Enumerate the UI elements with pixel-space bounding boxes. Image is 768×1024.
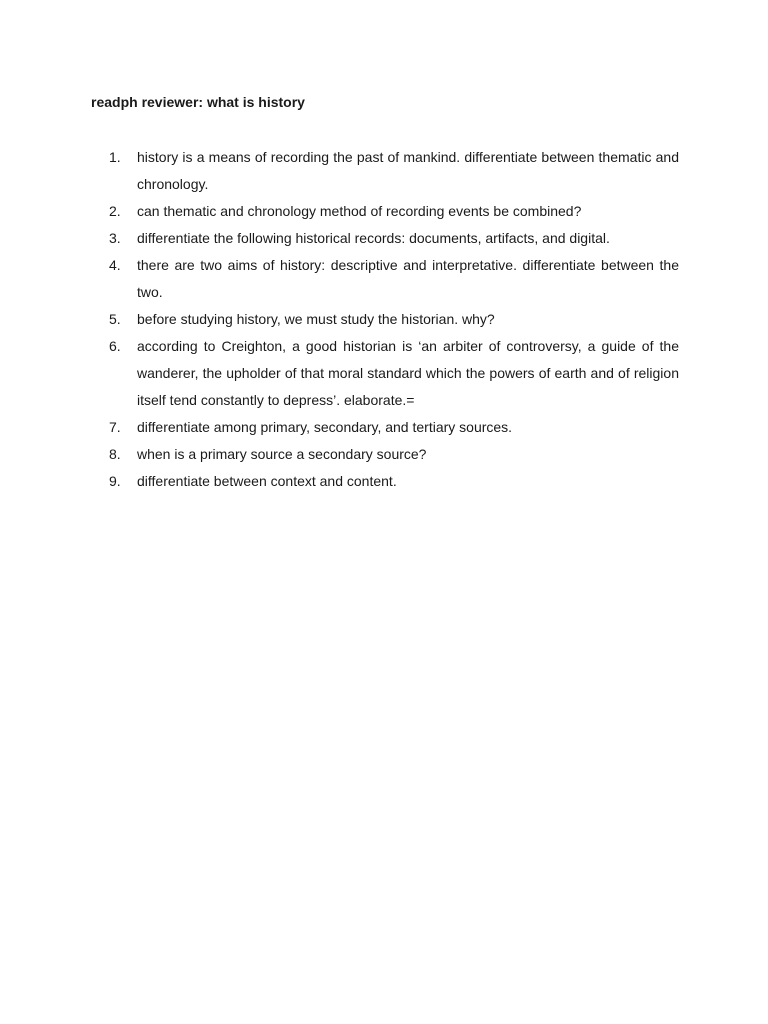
- question-item-2: [109, 198, 679, 225]
- question-text: there are two aims of history: descriptive and interpretative. differentiate between the two.: [137, 257, 679, 300]
- question-number: 7.: [109, 419, 121, 435]
- question-item-7: [109, 414, 679, 441]
- question-text: differentiate between context and content.: [137, 473, 397, 489]
- question-number: 9.: [109, 473, 121, 489]
- document-title: readph reviewer: what is history: [91, 94, 305, 110]
- question-text: can thematic and chronology method of recording events be combined?: [137, 203, 582, 219]
- question-number: 3.: [109, 230, 121, 246]
- question-item-6: [109, 333, 679, 414]
- question-number: 8.: [109, 446, 121, 462]
- question-list: [109, 144, 679, 495]
- question-number: 4.: [109, 257, 121, 273]
- question-text: according to Creighton, a good historian is ‘an arbiter of controversy, a guide of the wanderer, the upholder of that moral standard which the powers of earth and of religion itself tend constantly to depress’. elaborate.=: [137, 338, 679, 408]
- question-item-4: [109, 252, 679, 306]
- question-text: history is a means of recording the past of mankind. differentiate between thematic and chronology.: [137, 149, 679, 192]
- question-item-5: [109, 306, 679, 333]
- question-text: differentiate among primary, secondary, and tertiary sources.: [137, 419, 513, 435]
- question-text: differentiate the following historical records: documents, artifacts, and digital.: [137, 230, 610, 246]
- question-text: before studying history, we must study the historian. why?: [137, 311, 495, 327]
- question-number: 2.: [109, 203, 121, 219]
- question-text: when is a primary source a secondary source?: [137, 446, 427, 462]
- question-number: 5.: [109, 311, 121, 327]
- question-number: 6.: [109, 338, 121, 354]
- question-item-9: [109, 468, 679, 495]
- question-item-1: [109, 144, 679, 198]
- question-number: 1.: [109, 149, 121, 165]
- question-item-3: [109, 225, 679, 252]
- question-item-8: [109, 441, 679, 468]
